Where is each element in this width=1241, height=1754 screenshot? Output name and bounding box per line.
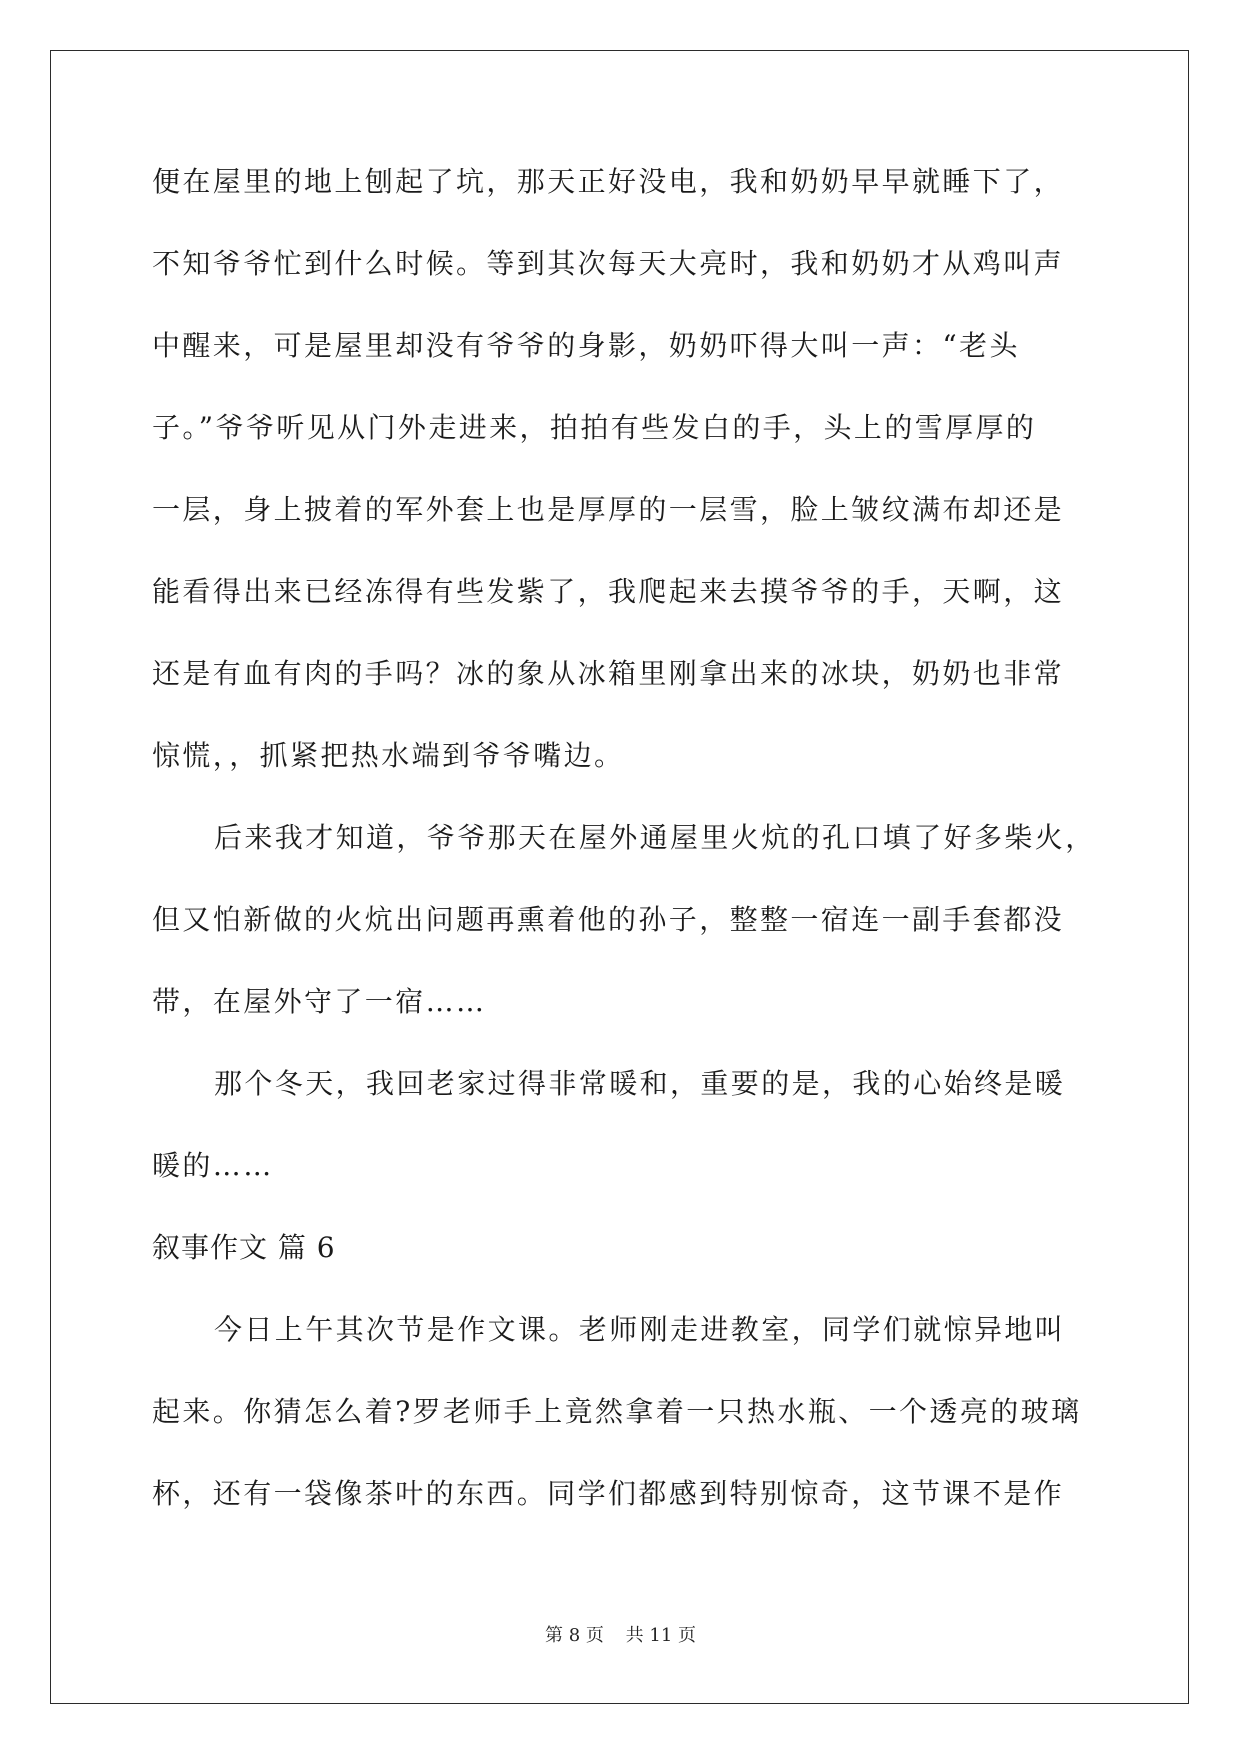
text-line: 带，在屋外守了一宿…… [152, 985, 487, 1018]
text-line: 便在屋里的地上刨起了坑，那天正好没电，我和奶奶早早就睡下了， [152, 165, 1065, 198]
text-line: 子。”爷爷听见从门外走进来，拍拍有些发白的手，头上的雪厚厚的 [152, 411, 1037, 444]
paragraph-start-line: 那个冬天，我回老家过得非常暖和，重要的是，我的心始终是暖 [214, 1067, 1066, 1100]
text-line: 能看得出来已经冻得有些发紫了，我爬起来去摸爷爷的手，天啊，这 [152, 575, 1065, 608]
text-line: 中醒来，可是屋里却没有爷爷的身影，奶奶吓得大叫一声：“老头 [152, 329, 1020, 362]
text-line: 起来。你猜怎么着?罗老师手上竟然拿着一只热水瓶、一个透亮的玻璃 [152, 1395, 1082, 1428]
text-line: 但又怕新做的火炕出问题再熏着他的孙子，整整一宿连一副手套都没 [152, 903, 1065, 936]
text-line: 不知爷爷忙到什么时候。等到其次每天大亮时，我和奶奶才从鸡叫声 [152, 247, 1065, 280]
paragraph-start-line: 后来我才知道，爷爷那天在屋外通屋里火炕的孔口填了好多柴火， [214, 821, 1096, 854]
text-line: 暖的…… [152, 1149, 274, 1182]
section-heading: 叙事作文 篇 6 [152, 1231, 336, 1264]
paragraph-start-line: 今日上午其次节是作文课。老师刚走进教室，同学们就惊异地叫 [214, 1313, 1066, 1346]
text-line: 还是有血有肉的手吗？冰的象从冰箱里刚拿出来的冰块，奶奶也非常 [152, 657, 1065, 690]
text-line: 惊慌，，抓紧把热水端到爷爷嘴边。 [152, 739, 625, 772]
page-number: 第 8 页 [545, 1625, 604, 1646]
page-total: 共 11 页 [625, 1625, 696, 1646]
document-body [152, 165, 1096, 1559]
page-footer [0, 1621, 1241, 1647]
text-line: 杯，还有一袋像茶叶的东西。同学们都感到特别惊奇，这节课不是作 [152, 1477, 1065, 1510]
text-line: 一层，身上披着的军外套上也是厚厚的一层雪，脸上皱纹满布却还是 [152, 493, 1065, 526]
